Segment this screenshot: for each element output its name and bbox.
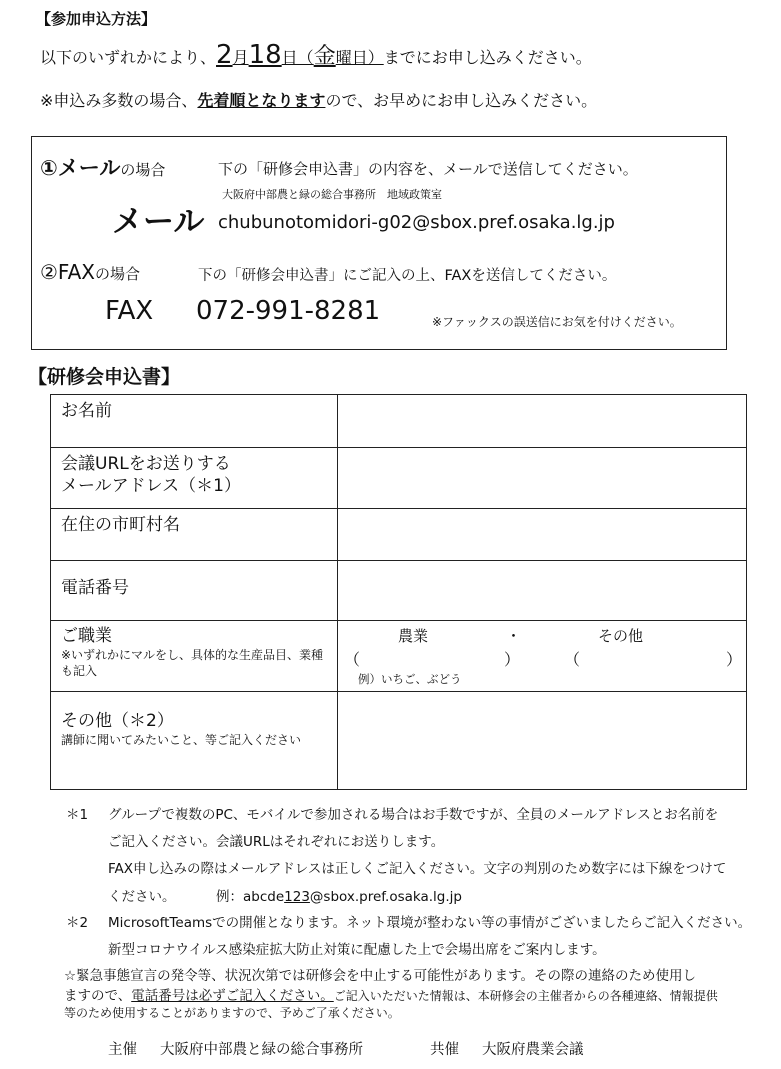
farm-paren-open: （ xyxy=(344,650,361,669)
email-title: ①メール xyxy=(40,156,121,180)
example-num: 123 xyxy=(284,889,310,905)
email-office: 大阪府中部農と緑の総合事務所 地域政策室 xyxy=(222,188,442,201)
phone-label: 電話番号 xyxy=(51,561,338,621)
emergency-line2 xyxy=(64,984,718,1004)
other-paren-close: ） xyxy=(726,650,743,669)
priority-note-prefix: ※申込み多数の場合、 xyxy=(40,91,198,110)
priority-note-emphasis: 先着順となります xyxy=(197,91,326,110)
form-row-name xyxy=(51,395,747,448)
form-row-other xyxy=(51,692,747,790)
fax-title-suffix: の場合 xyxy=(94,265,140,283)
job-example: 例）いちご、ぶどう xyxy=(358,672,462,686)
fax-section-title xyxy=(40,260,140,284)
other-label: その他（＊2） xyxy=(61,711,174,731)
job-option-other[interactable]: その他 xyxy=(598,627,644,645)
deadline-day: 18 xyxy=(248,40,282,70)
cohost-name: 大阪府農業会議 xyxy=(482,1042,584,1058)
email-section-title xyxy=(40,152,165,182)
footnote-1-line2: ご記入ください。会議URLはそれぞれにお送りします。 xyxy=(108,834,445,850)
deadline-prefix: 以下のいずれかにより、 xyxy=(40,48,217,67)
method-heading: 【参加申込方法】 xyxy=(36,10,157,28)
form-heading: 【研修会申込書】 xyxy=(28,366,181,388)
example-label: 例： xyxy=(216,889,243,905)
job-note: ※いずれかにマルをし、具体的な生産品目、業種も記入 xyxy=(61,648,324,678)
deadline-suffix: までにお申し込みください。 xyxy=(383,48,592,67)
footnote-1-line1: グループで複数のPC、モバイルで参加される場合はお手数ですが、全員のメールアドレスとお名前を xyxy=(108,807,719,823)
fax-number: 072-991-8281 xyxy=(196,296,381,326)
name-label: お名前 xyxy=(51,395,338,448)
emergency-line2-pre: ますので、 xyxy=(64,988,132,1004)
email-input-cell[interactable] xyxy=(338,448,747,509)
footnote-1-marker: ＊1 xyxy=(66,807,89,823)
form-row-job xyxy=(51,621,747,692)
footnote-2-marker: ＊2 xyxy=(66,915,89,931)
emergency-line2-post: ご記入いただいた情報は、本研修会の主催者からの各種連絡、情報提供 xyxy=(333,989,718,1003)
other-input-cell[interactable] xyxy=(338,692,747,790)
example-pre: abcde xyxy=(243,889,285,905)
city-label: 在住の市町村名 xyxy=(51,509,338,561)
email-field-label xyxy=(51,448,338,509)
email-field-label-line1: 会議URLをお送りする xyxy=(61,454,231,474)
email-label: メール xyxy=(112,204,205,240)
host-label: 主催 xyxy=(108,1042,137,1058)
host-name: 大阪府中部農と緑の総合事務所 xyxy=(160,1042,363,1058)
phone-input-cell[interactable] xyxy=(338,561,747,621)
priority-note xyxy=(40,88,597,111)
priority-note-suffix: ので、お早めにお申し込みください。 xyxy=(325,91,598,110)
example-post: @sbox.pref.osaka.lg.jp xyxy=(309,889,462,905)
application-form xyxy=(50,394,747,790)
email-instruction: 下の「研修会申込書」の内容を、メールで送信してください。 xyxy=(218,160,638,178)
fax-instruction: 下の「研修会申込書」にご記入の上、FAXを送信してください。 xyxy=(198,268,617,284)
farm-paren-close: ） xyxy=(504,650,521,669)
footnote-2-line1: MicrosoftTeamsでの開催となります。ネット環境が整わない等の事情がございましたらご記入ください。 xyxy=(108,915,752,931)
city-input-cell[interactable] xyxy=(338,509,747,561)
deadline-day-unit: 日（ xyxy=(281,48,314,67)
name-input-cell[interactable] xyxy=(338,395,747,448)
footnote-1-line4: ください。 xyxy=(108,889,176,905)
deadline-month-unit: 月 xyxy=(232,48,249,67)
form-row-email xyxy=(51,448,747,509)
form-row-phone xyxy=(51,561,747,621)
fax-note: ※ファックスの誤送信にお気を付けください。 xyxy=(432,315,682,329)
deadline-month: 2 xyxy=(216,40,233,70)
other-note: 講師に聞いてみたいこと、等ご記入ください xyxy=(61,733,302,747)
footnote-1-line3: FAX申し込みの際はメールアドレスは正しくご記入ください。文字の判別のため数字には下線をつけて xyxy=(108,861,727,877)
job-label-cell xyxy=(51,621,338,692)
emergency-line3: 等のため使用することがありますので、予めご了承ください。 xyxy=(64,1006,400,1020)
email-address[interactable]: chubunotomidori-g02@sbox.pref.osaka.lg.jp xyxy=(218,212,615,233)
emergency-line2-emphasis: 電話番号は必ずご記入ください。 xyxy=(131,988,334,1004)
job-option-farm[interactable]: 農業 xyxy=(398,627,429,645)
deadline-weekday: 金 xyxy=(313,44,336,69)
job-input-cell[interactable] xyxy=(338,621,747,692)
emergency-line1: ☆緊急事態宣言の発令等、状況次第では研修会を中止する可能性があります。その際の連絡のため使用し xyxy=(64,968,697,984)
email-field-label-line2: メールアドレス（＊1） xyxy=(61,476,241,496)
deadline-weekday-unit: 曜日） xyxy=(335,48,384,67)
deadline-line xyxy=(40,36,592,77)
footnote-2-line2: 新型コロナウイルス感染症拡大防止対策に配慮した上で会場出席をご案内します。 xyxy=(108,942,606,958)
other-label-cell xyxy=(51,692,338,790)
job-separator: ・ xyxy=(506,627,522,645)
fax-title: ②FAX xyxy=(40,260,95,284)
fax-label: FAX xyxy=(105,296,154,326)
form-row-city xyxy=(51,509,747,561)
footnote-1-example xyxy=(216,885,462,905)
other-paren-open: （ xyxy=(564,650,581,669)
email-title-suffix: の場合 xyxy=(120,161,166,179)
job-label: ご職業 xyxy=(61,626,112,646)
cohost-label: 共催 xyxy=(430,1042,459,1058)
